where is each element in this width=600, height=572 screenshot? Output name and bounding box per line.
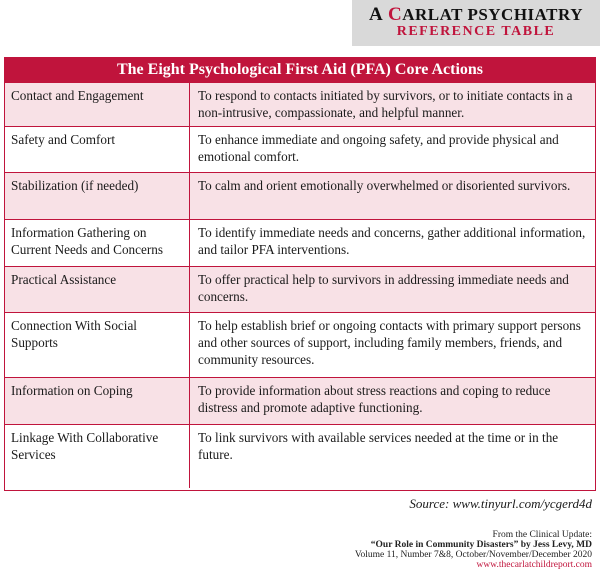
source-citation: Source: www.tinyurl.com/ycgerd4d xyxy=(409,496,592,511)
table-title: The Eight Psychological First Aid (PFA) Core Actions xyxy=(5,58,595,82)
brand-carlat-initial: C xyxy=(388,4,403,25)
footer-website-link[interactable]: www.thecarlatchildreport.com xyxy=(476,560,592,570)
footer-intro: From the Clinical Update: xyxy=(492,530,592,540)
description-cell: To respond to contacts initiated by survivors, or to initiate contacts in a non-intrusive, compassionate, and helpful manner. xyxy=(198,88,573,120)
action-cell: Linkage With Collaborative Services xyxy=(5,425,190,488)
brand-subtitle: REFERENCE TABLE xyxy=(396,24,556,39)
brand-prefix: A xyxy=(369,4,384,25)
description-cell: To enhance immediate and ongoing safety, and provide physical and emotional comfort. xyxy=(198,132,559,164)
description-cell: To offer practical help to survivors in addressing immediate needs and concerns. xyxy=(198,272,569,304)
action-cell: Contact and Engagement xyxy=(5,83,190,126)
action-cell: Connection With Social Supports xyxy=(5,313,190,377)
pfa-table xyxy=(4,57,596,491)
brand-header xyxy=(352,0,600,46)
brand-psychiatry: PSYCHIATRY xyxy=(467,5,583,24)
action-cell: Stabilization (if needed) xyxy=(5,173,190,219)
footer-article-title: “Our Role in Community Disasters” by Jess Levy, MD xyxy=(370,540,592,550)
footer-citation xyxy=(355,530,592,570)
table-row xyxy=(5,377,595,424)
footer-volume: Volume 11, Number 7&8, October/November/December 2020 xyxy=(354,550,592,560)
brand-title xyxy=(352,6,600,24)
table-row xyxy=(5,312,595,377)
table-row xyxy=(5,82,595,126)
table-row xyxy=(5,172,595,219)
action-cell: Information Gathering on Current Needs and Concerns xyxy=(5,220,190,266)
description-cell: To calm and orient emotionally overwhelmed or disoriented survivors. xyxy=(198,178,571,193)
description-cell: To provide information about stress reactions and coping to reduce distress and promote adaptive functioning. xyxy=(198,383,551,415)
brand-carlat-rest: ARLAT xyxy=(402,5,463,24)
table-row xyxy=(5,266,595,312)
table-row xyxy=(5,126,595,172)
description-cell: To help establish brief or ongoing contacts with primary support persons and other sources of support, including family members, friends, and community resources. xyxy=(198,318,581,367)
table-row xyxy=(5,219,595,266)
table-row xyxy=(5,424,595,488)
action-cell: Information on Coping xyxy=(5,378,190,424)
description-cell: To link survivors with available services needed at the time or in the future. xyxy=(198,430,559,462)
description-cell: To identify immediate needs and concerns, gather additional information, and tailor PFA interventions. xyxy=(198,225,586,257)
action-cell: Practical Assistance xyxy=(5,267,190,312)
action-cell: Safety and Comfort xyxy=(5,127,190,172)
